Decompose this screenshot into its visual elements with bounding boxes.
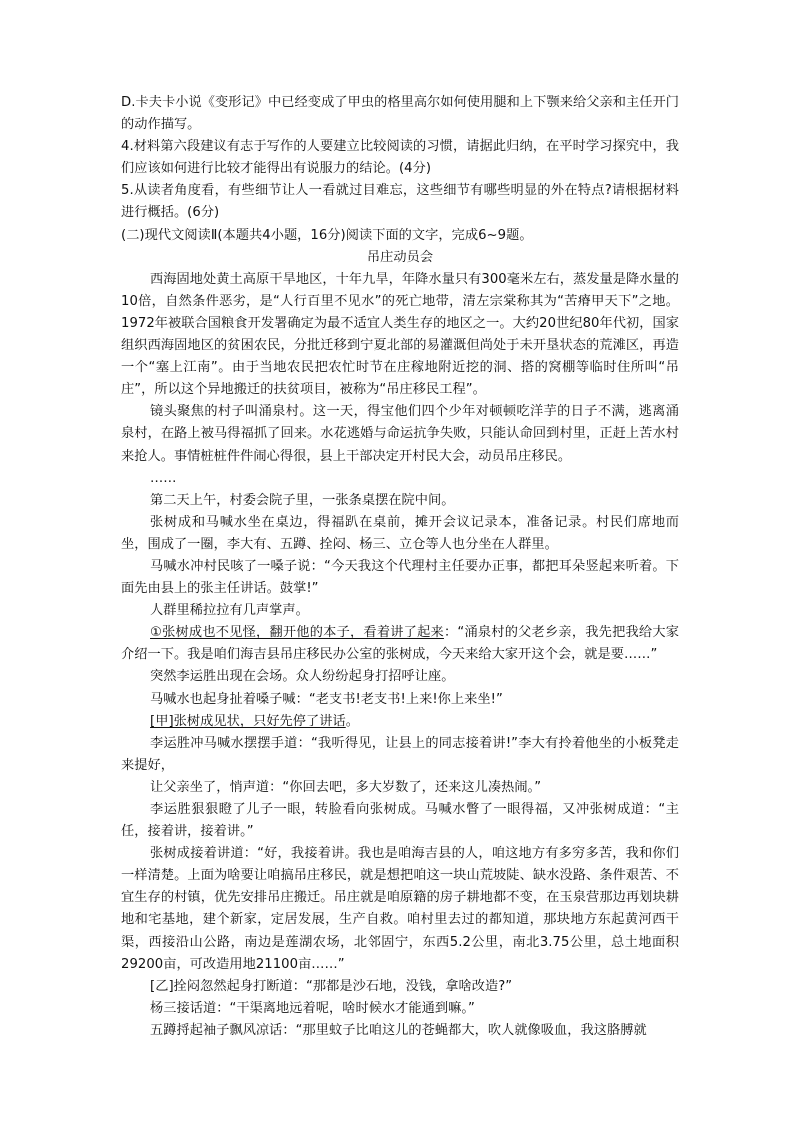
story-paragraph: 人群里稀拉拉有几声掌声。	[150, 603, 309, 619]
story-paragraph: 张树成和马喊水坐在桌边，得福趴在桌前，摊开会议记录本，准备记录。村民们席地而坐，围成了一圈，李大有、五蹲、拴闷、杨三、立仓等人也分坐在人群里。	[121, 514, 679, 552]
underlined-sentence-1: ①张树成也不见怪，翻开他的本子，看着讲了起来	[150, 625, 444, 641]
story-paragraph: 西海固地处黄土高原干旱地区，十年九旱，年降水量只有300毫米左右，蒸发量是降水量的10倍，自然条件恶劣，是“人行百里不见水”的死亡地带，清左宗棠称其为“苦瘠甲天下”之地。1972年被联合国粮食开发署确定为最不适宜人类生存的地区之一。大约20世纪80年代初，国家组织西海固地区的贫困农民，分批迁移到宁夏北部的易灌溉但尚处于未开垦状态的荒滩区，再造一个“塞上江南”。由于当地农民把农忙时节在庄稼地附近挖的洞、搭的窝棚等临时住所叫“吊庄”，所以这个异地搬迁的扶贫项目，被称为“吊庄移民工程”。	[121, 271, 679, 398]
underlined-sentence-jia: [甲]张树成见状，只好先停了讲话	[150, 713, 346, 729]
document-body	[121, 92, 679, 1042]
story-paragraph: 李运胜狠狠瞪了儿子一眼，转脸看向张树成。马喊水瞥了一眼得福，又冲张树成道：“主任，接着讲，接着讲。”	[121, 802, 679, 840]
paragraph-continuation: 。	[345, 713, 359, 729]
story-paragraph: 五蹲捋起袖子飘风凉话：“那里蚊子比咱这儿的苍蝇都大，吹人就像吸血，我这胳膊就	[150, 1022, 647, 1038]
question-5: 5.从读者角度看，有些细节让人一看就过目难忘，这些细节有哪些明显的外在特点?请根据材料进行概括。(6分)	[121, 183, 679, 221]
story-paragraph-annotated-jia	[121, 711, 679, 733]
section-2-intro: (二)现代文阅读Ⅱ(本题共4小题，16分)阅读下面的文字，完成6~9题。	[121, 227, 533, 243]
story-title: 吊庄动员会	[366, 249, 434, 265]
question-4: 4.材料第六段建议有志于写作的人要建立比较阅读的习惯，请据此归纳，在平时学习探究中，我们应该如何进行比较才能得出有说服力的结论。(4分)	[121, 139, 679, 177]
story-ellipsis: ……	[150, 470, 177, 486]
story-paragraph: 马喊水也起身扯着嗓子喊：“老支书!老支书!上来!你上来坐!”	[150, 691, 503, 707]
option-d: D.卡夫卡小说《变形记》中已经变成了甲虫的格里高尔如何使用腿和上下颚来给父亲和主任开门的动作描写。	[121, 95, 679, 133]
story-paragraph: [乙]拴闷忽然起身打断道：“那都是沙石地，没钱，拿啥改造?”	[150, 978, 513, 994]
story-paragraph: 第二天上午，村委会院子里，一张条桌摆在院中间。	[150, 492, 455, 508]
story-paragraph: 张树成接着讲道：“好，我接着讲。我也是咱海吉县的人，咱这地方有多穷多苦，我和你们一样清楚。上面为啥要让咱搞吊庄移民，就是想把咱这一块山荒坡陡、缺水没路、条件艰苦、不宜生存的村镇，优先安排吊庄搬迁。吊庄就是咱原籍的房子耕地都不变，在玉泉营那边再划块耕地和宅基地，建个新家，定居发展，生产自救。咱村里去过的都知道，那块地方东起黄河西干渠，西接沿山公路，南边是莲湖农场，北邻固宁，东西5.2公里，南北3.75公里，总土地面积29200亩，可改造用地21100亩……”	[121, 846, 679, 972]
story-paragraph: 让父亲坐了，悄声道：“你回去吧，多大岁数了，还来这儿凑热闹。”	[150, 779, 542, 795]
paragraph-continuation: ：“涌泉村的父老乡亲，我先把我给大家介绍一下。我是咱们海吉县吊庄移民办公室的张树成，今天来给大家开这个会，就是要……”	[121, 625, 680, 663]
story-paragraph: 杨三接话道：“干渠离地远着呢，啥时候水才能通到嘛。”	[150, 1000, 475, 1016]
story-paragraph: 突然李运胜出现在会场。众人纷纷起身打招呼让座。	[150, 669, 455, 685]
story-paragraph: 马喊水冲村民咳了一嗓子说：“今天我这个代理村主任要办正事，都把耳朵竖起来听着。下面先由县上的张主任讲话。鼓掌!”	[121, 558, 679, 597]
story-paragraph-annotated-1	[121, 622, 679, 666]
story-paragraph: 李运胜冲马喊水摆摆手道：“我听得见，让县上的同志接着讲!”李大有拎着他坐的小板凳走来提好，	[121, 735, 679, 773]
story-paragraph: 镜头聚焦的村子叫涌泉村。这一天，得宝他们四个少年对顿顿吃洋芋的日子不满，逃离涌泉村，在路上被马得福抓了回来。水花逃婚与命运抗争失败，只能认命回到村里，正赶上苦水村来抢人。事情桩桩件件闹心得很，县上干部决定开村民大会，动员吊庄移民。	[121, 404, 679, 464]
